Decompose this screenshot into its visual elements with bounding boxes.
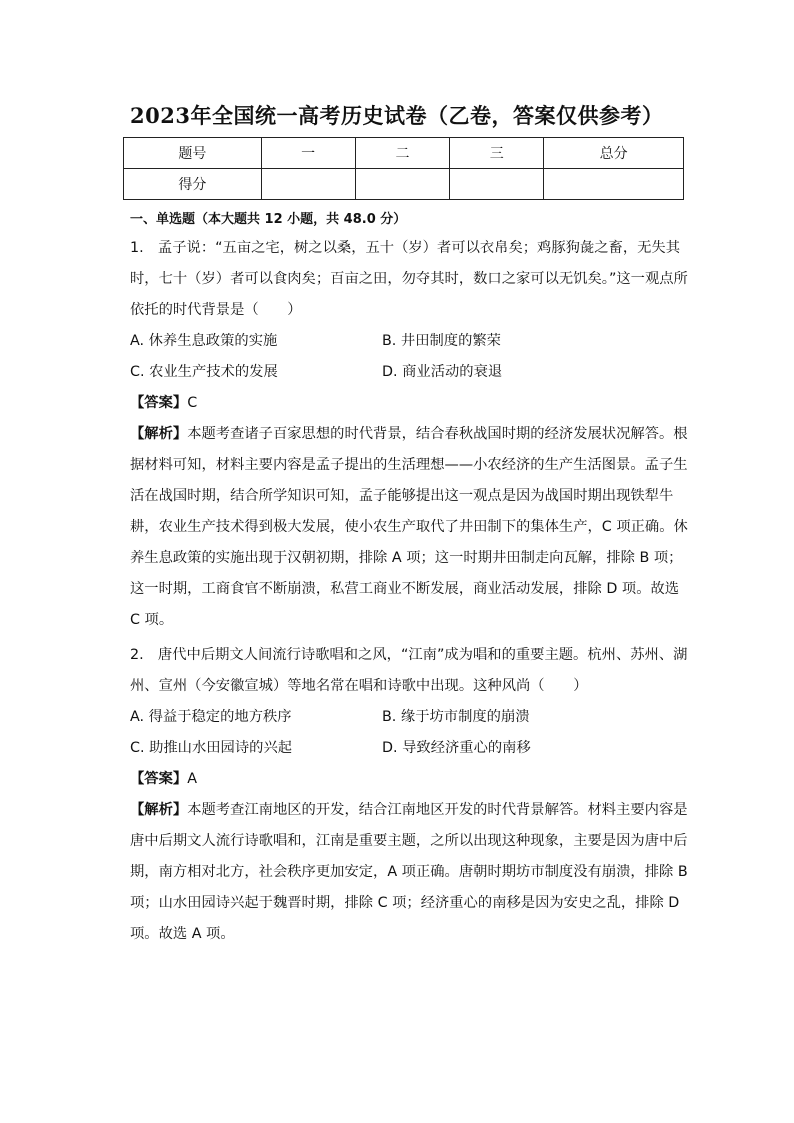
option-c: C. 助推山水田园诗的兴起 <box>130 740 293 756</box>
analysis-text: 本题考查江南地区的开发，结合江南地区开发的时代背景解答。材料主要内容是唐中后期文人流行诗歌唱和，江南是重要主题，之所以出现这种现象，主要是因为唐中后期，南方相对北方，社会秩序更加安定，A 项正确。唐朝时期坊市制度没有崩溃，排除 B 项；山水田园诗兴起于魏晋时期，排除 C 项；经济重心的南移是因为安史之乱，排除 D 项。故选 A 项。 <box>130 802 688 942</box>
score-cell <box>261 169 355 200</box>
option-a: A. 休养生息政策的实施 <box>130 333 278 349</box>
question-options <box>130 326 690 388</box>
score-table-row-label: 得分 <box>124 169 262 200</box>
analysis-text: 本题考查诸子百家思想的时代背景，结合春秋战国时期的经济发展状况解答。根据材料可知，材料主要内容是孟子提出的生活理想——小农经济的生产生活图景。孟子生活在战国时期，结合所学知识可知，孟子能够提出这一观点是因为战国时期出现铁犁牛耕，农业生产技术得到极大发展，使小农生产取代了井田制下的集体生产，C 项正确。休养生息政策的实施出现于汉朝初期，排除 A 项；这一时期井田制走向瓦解，排除 B 项；这一时期，工商食官不断崩溃，私营工商业不断发展，商业活动发展，排除 D 项。故选 C 项。 <box>130 426 688 628</box>
analysis-label: 【解析】 <box>130 802 188 818</box>
question-1 <box>130 233 690 636</box>
answer-label: 【答案】 <box>130 395 188 411</box>
score-table <box>123 137 684 200</box>
answer-line <box>130 388 690 419</box>
score-table-header-row <box>124 138 684 169</box>
option-d: D. 导致经济重心的南移 <box>382 740 531 756</box>
score-table-header: 题号 <box>124 138 262 169</box>
score-table-header: 二 <box>355 138 450 169</box>
analysis-paragraph <box>130 419 690 636</box>
analysis-label: 【解析】 <box>130 426 188 442</box>
option-b: B. 井田制度的繁荣 <box>382 333 501 349</box>
answer-value: A <box>187 771 197 787</box>
question-options <box>130 702 690 764</box>
score-table-score-row <box>124 169 684 200</box>
option-d: D. 商业活动的衰退 <box>382 364 503 380</box>
answer-value: C <box>187 395 198 411</box>
score-cell <box>355 169 450 200</box>
score-table-header: 三 <box>450 138 544 169</box>
page-title: 2023年全国统一高考历史试卷（乙卷，答案仅供参考） <box>130 103 664 128</box>
answer-label: 【答案】 <box>130 771 188 787</box>
analysis-paragraph <box>130 795 690 950</box>
option-a: A. 得益于稳定的地方秩序 <box>130 709 292 725</box>
score-table-header: 一 <box>261 138 355 169</box>
question-stem: 1. 孟子说：“五亩之宅，树之以桑，五十（岁）者可以衣帛矣；鸡豚狗彘之畜，无失其时，七十（岁）者可以食肉矣；百亩之田，勿夺其时，数口之家可以无饥矣。”这一观点所依托的时代背景是（ ） <box>130 240 688 318</box>
section-heading: 一、单选题（本大题共 12 小题，共 48.0 分） <box>130 212 407 227</box>
score-table-header: 总分 <box>544 138 684 169</box>
question-2 <box>130 640 690 950</box>
score-cell <box>544 169 684 200</box>
option-b: B. 缘于坊市制度的崩溃 <box>382 709 530 725</box>
answer-line <box>130 764 690 795</box>
option-c: C. 农业生产技术的发展 <box>130 364 278 380</box>
score-cell <box>450 169 544 200</box>
question-stem: 2. 唐代中后期文人间流行诗歌唱和之风，“江南”成为唱和的重要主题。杭州、苏州、湖州、宣州（今安徽宣城）等地名常在唱和诗歌中出现。这种风尚（ ） <box>130 647 688 694</box>
